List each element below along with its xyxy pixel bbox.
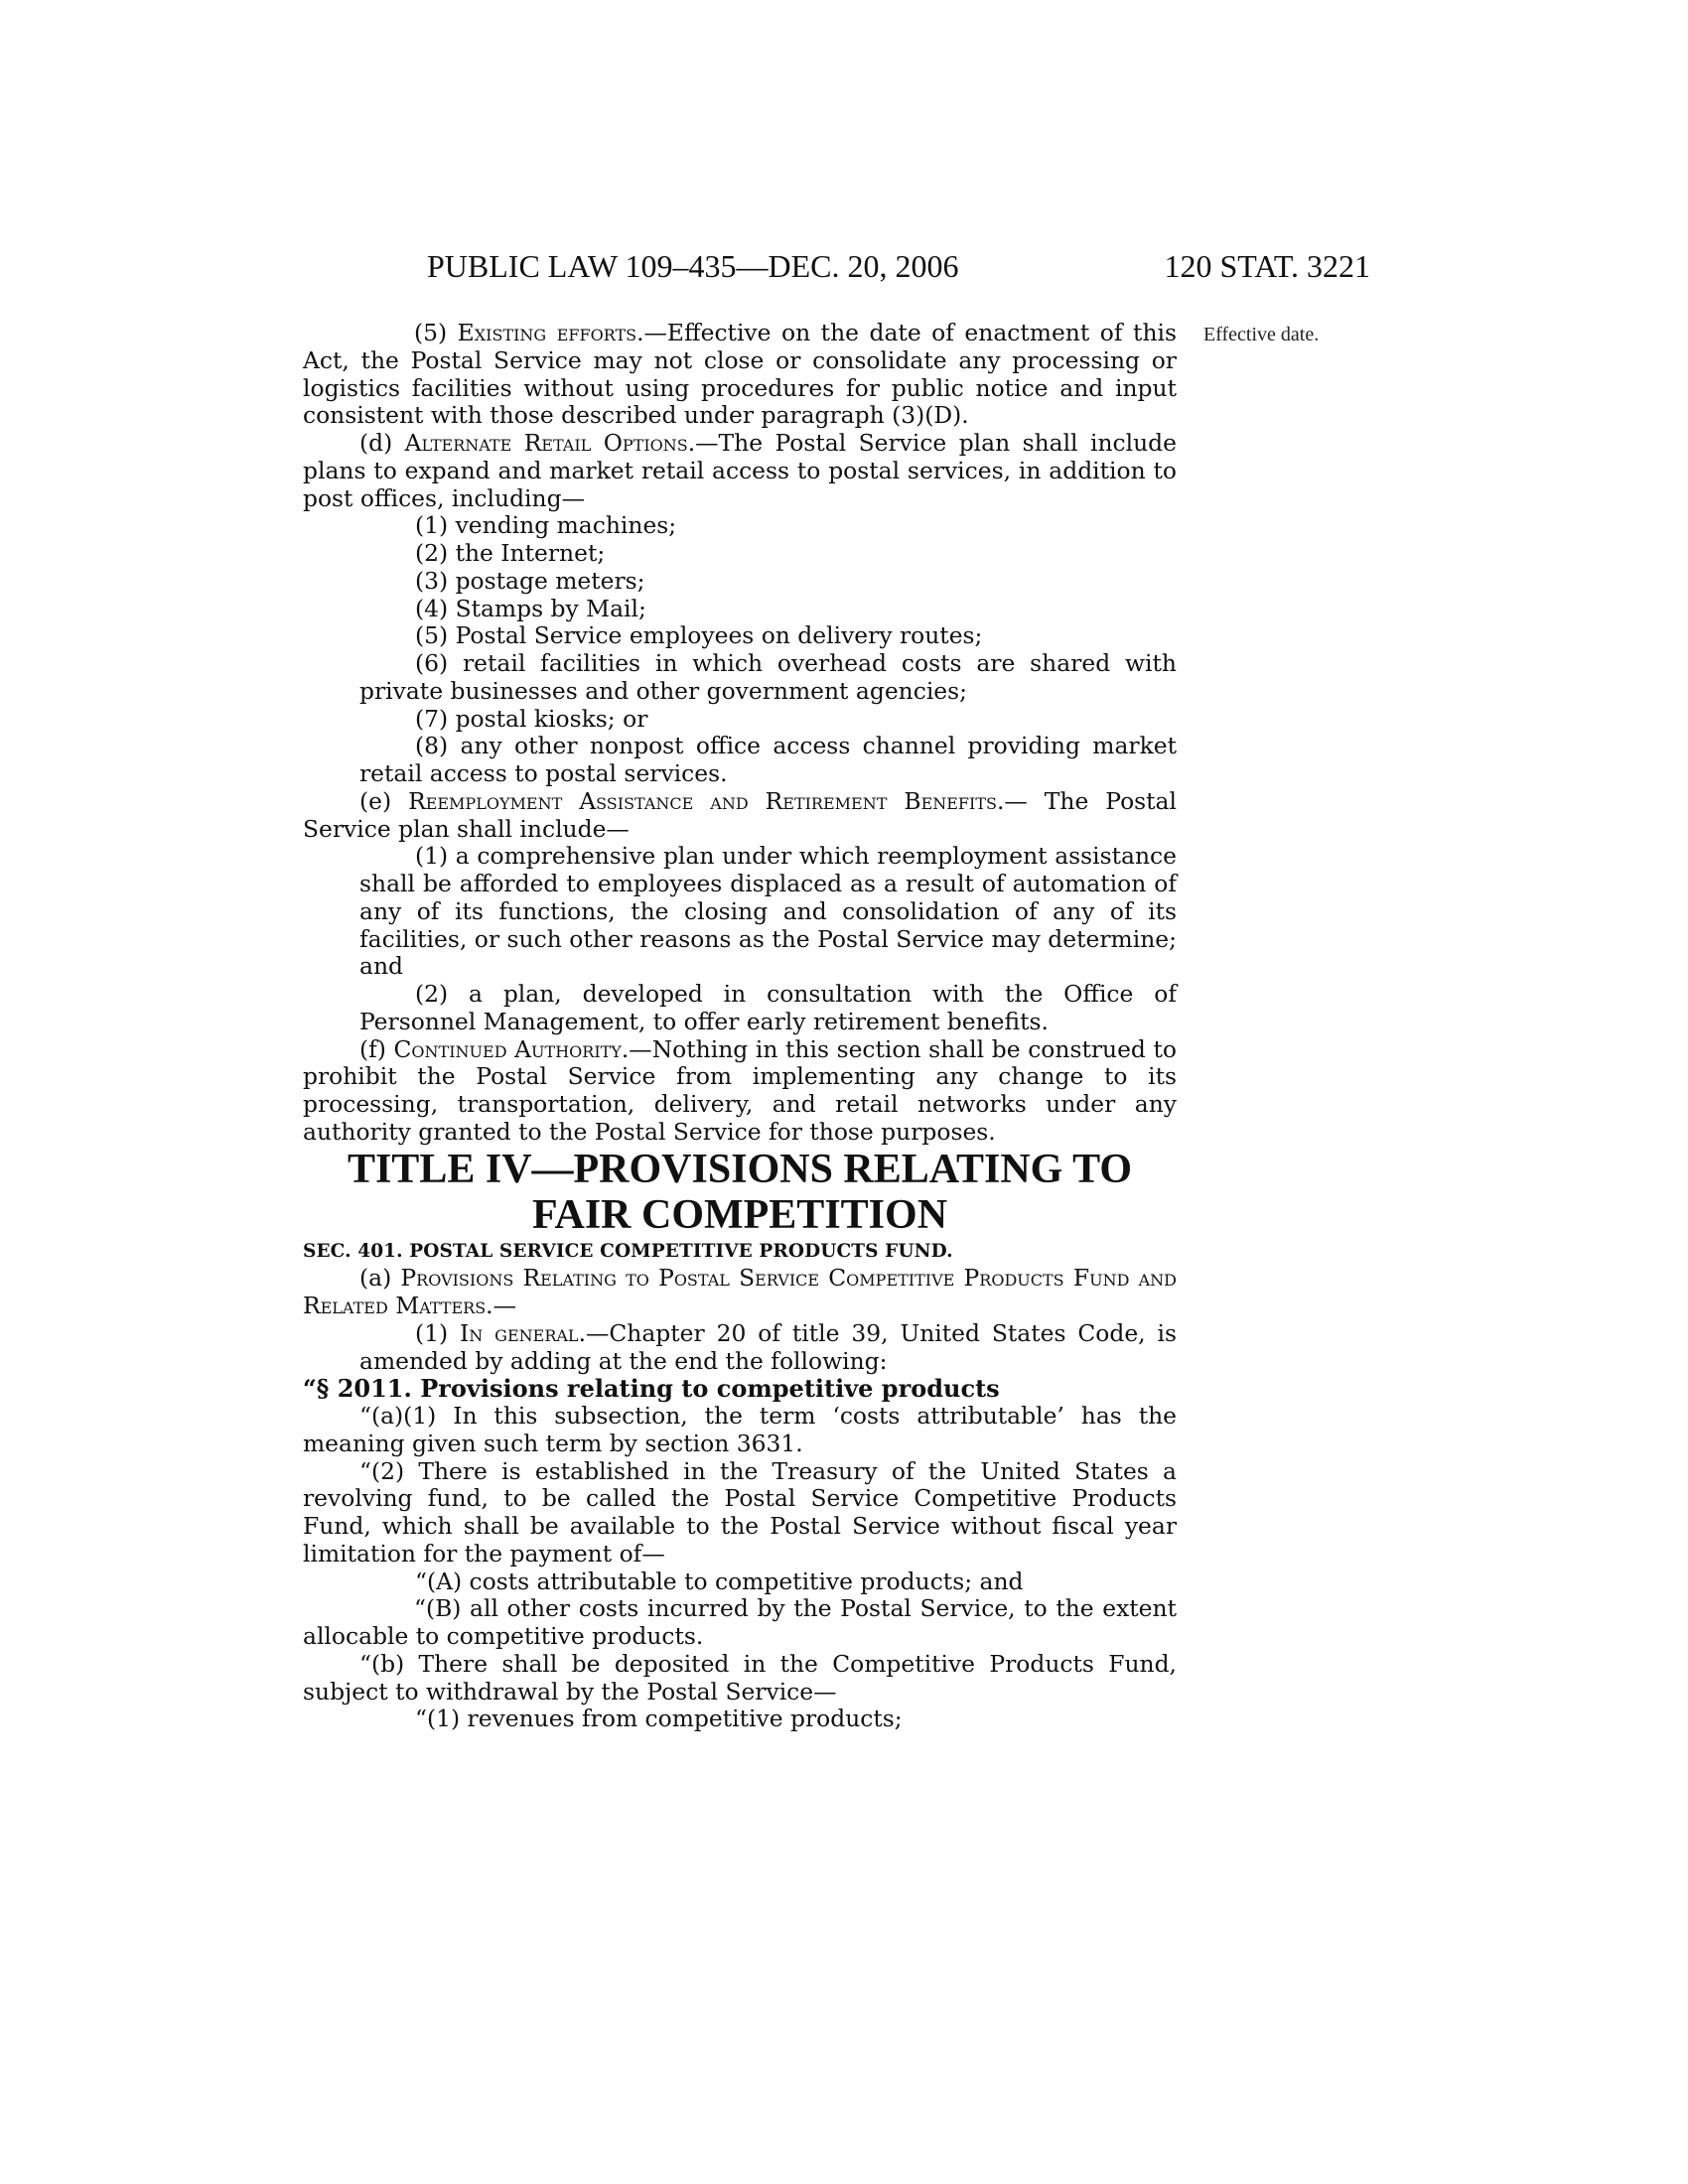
quoted-b: “(b) There shall be deposited in the Competitive Products Fund, subject to withdrawal by the Postal Service— xyxy=(303,1649,1177,1706)
list-item: (8) any other nonpost office access channel providing market retail access to postal services. xyxy=(359,732,1177,787)
paragraph-a: (a) Provisions Relating to Postal Service Competitive Products Fund and Related Matters.— xyxy=(303,1264,1177,1319)
list-item: (6) retail facilities in which overhead costs are shared with private businesses and other government agencies; xyxy=(359,649,1177,705)
heading-alternate-retail-options: Alternate Retail Options xyxy=(404,429,688,457)
heading-in-general: In general xyxy=(460,1318,579,1347)
heading-existing-efforts: Existing efforts xyxy=(457,319,637,346)
document-body xyxy=(303,320,1177,1733)
margin-note: Effective date. xyxy=(1203,324,1320,345)
running-head xyxy=(427,248,1370,288)
quoted-b1: “(1) revenues from competitive products; xyxy=(415,1705,903,1733)
quoted-a2: “(2) There is established in the Treasury of the United States a revolving fund, to be called the Postal Service Competitive Products Fund, which shall be available to the Postal Service without fiscal year limitation for the payment of— xyxy=(303,1456,1177,1568)
paragraph-f: (f) Continued Authority.—Nothing in this section shall be construed to prohibit the Postal Service from implementing any change to its processing, transportation, delivery, and retail networks under any authority granted to the Postal Service for those purposes. xyxy=(303,1034,1178,1146)
quoted-B: “(B) all other costs incurred by the Postal Service, to the extent allocable to competitive products. xyxy=(303,1594,1177,1650)
paragraph-d: (d) Alternate Retail Options.—The Postal Service plan shall include plans to expand and market retail access to postal services, in addition to post offices, including— xyxy=(303,429,1177,512)
list-item: (3) postage meters; xyxy=(415,566,645,595)
heading-continued-authority: Continued Authority xyxy=(393,1034,622,1063)
heading-provisions-relating: Provisions Relating to Postal Service Competitive Products Fund and Related Matters xyxy=(303,1264,1177,1319)
list-item: (5) Postal Service employees on delivery routes; xyxy=(415,621,983,650)
section-2011-title: “§ 2011. Provisions relating to competitive products xyxy=(303,1374,1000,1404)
page-citation: 120 STAT. 3221 xyxy=(1164,248,1370,284)
paragraph-c5: (5) Existing efforts.—Effective on the date of enactment of this Act, the Postal Service may not close or consolidate any processing or logistics facilities without using procedures for public notice and input consistent with those described under paragraph (3)(D). xyxy=(303,319,1177,430)
list-item: (1) vending machines; xyxy=(415,511,677,540)
paragraph-a1: (1) In general.—Chapter 20 of title 39, United States Code, is amended by adding at the end the following: xyxy=(359,1318,1177,1375)
section-heading: SEC. 401. POSTAL SERVICE COMPETITIVE PRODUCTS FUND. xyxy=(303,1240,953,1262)
list-item: (4) Stamps by Mail; xyxy=(415,594,646,622)
title-heading: TITLE IV—PROVISIONS RELATING TO FAIR COMPETITION xyxy=(347,1146,1133,1238)
list-item: (7) postal kiosks; or xyxy=(415,704,648,733)
list-item: (2) a plan, developed in consultation with the Office of Personnel Management, to offer early retirement benefits. xyxy=(359,980,1177,1035)
running-head-title: PUBLIC LAW 109–435—DEC. 20, 2006 xyxy=(427,248,959,284)
heading-reemployment: Reemployment Assistance and Retirement Benefits xyxy=(408,786,997,815)
quoted-A: “(A) costs attributable to competitive products; and xyxy=(415,1567,1024,1595)
list-item: (2) the Internet; xyxy=(415,539,606,567)
list-item: (1) a comprehensive plan under which reemployment assistance shall be afforded to employees displaced as a result of automation of any of its functions, the closing and consolidation of any of its facilities, or such other reasons as the Postal Service may determine; and xyxy=(359,842,1177,981)
paragraph-e: (e) Reemployment Assistance and Retirement Benefits.— The Postal Service plan shall include— xyxy=(303,786,1177,843)
quoted-a1: “(a)(1) In this subsection, the term ‘costs attributable’ has the meaning given such term by section 3631. xyxy=(303,1402,1177,1457)
